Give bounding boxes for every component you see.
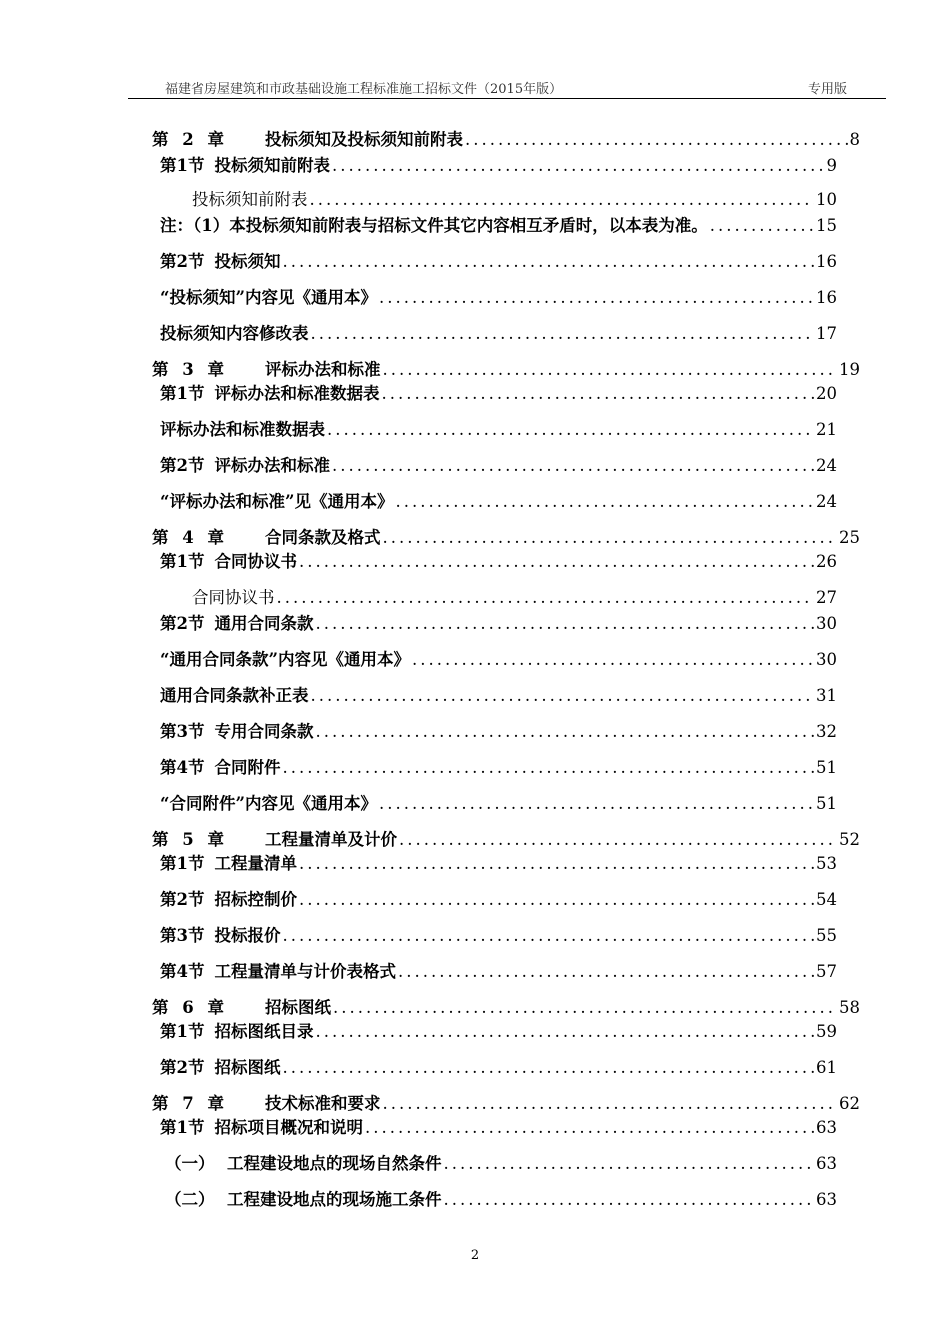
toc-page-number: 27 [816,588,837,607]
toc-page-number: 25 [839,528,860,547]
toc-entry-title [160,718,313,742]
toc-page-number: 59 [816,1022,837,1041]
toc-entry[interactable] [152,356,860,380]
toc-entry-label: 投标报价 [214,926,281,945]
toc-page-number: 26 [816,552,837,571]
toc-entry-label: 工程建设地点的现场自然条件 [227,1154,442,1173]
toc-entry[interactable] [160,958,837,982]
dot-leader [282,1058,814,1077]
dot-leader [310,190,815,209]
toc-page-number: 61 [816,1058,837,1077]
section-number: 第2节 [160,1058,205,1077]
toc-page-number: 57 [816,962,837,981]
toc-page-number: 58 [839,998,860,1017]
toc-entry[interactable] [160,1054,837,1078]
toc-entry-label: 投标须知前附表 [192,190,308,209]
toc-entry-label: “投标须知”内容见《通用本》 [160,288,377,307]
toc-page-number: 30 [816,650,837,669]
toc-entry-title [160,790,377,814]
dot-leader [315,1022,814,1041]
toc-entry[interactable] [160,646,837,670]
toc-entry-label: “合同附件”内容见《通用本》 [160,794,377,813]
dot-leader [444,1190,815,1209]
toc-page-number: 62 [839,1094,860,1113]
chapter-number: 第 7 章 [152,1094,228,1113]
dot-leader [379,288,814,307]
toc-entry-title [152,826,397,850]
toc-entry-label: 招标控制价 [214,890,297,909]
toc-entry-label: 投标须知 [214,252,281,271]
toc-entry-title [160,488,393,512]
toc-entry-title [165,1186,442,1210]
toc-entry-label: 投标须知前附表 [214,156,330,175]
toc-page-number: 9 [826,156,837,175]
toc-page-number: 8 [849,130,860,149]
toc-page-number: 17 [816,324,837,343]
toc-entry-label: 工程建设地点的现场施工条件 [227,1190,442,1209]
section-number: 第1节 [160,1022,205,1041]
toc-entry-title [160,152,330,176]
toc-page-number: 51 [816,794,837,813]
dot-leader [365,1118,814,1137]
toc-page-number: 32 [816,722,837,741]
toc-page-number: 63 [816,1190,837,1209]
toc-entry[interactable] [160,1114,837,1138]
toc-entry-label: 工程量清单 [214,854,297,873]
toc-entry[interactable] [160,488,837,512]
toc-entry-label: 招标图纸 [265,998,331,1017]
edition-label: 专用版 [808,82,848,97]
toc-entry-label: “评标办法和标准”见《通用本》 [160,492,394,511]
toc-entry-label: 招标项目概况和说明 [214,1118,363,1137]
toc-entry-label: 合同协议书 [192,588,275,607]
toc-entry[interactable] [165,1186,837,1210]
toc-entry[interactable] [160,1018,837,1042]
toc-entry-title [192,186,308,210]
toc-page-number: 21 [816,420,837,439]
toc-entry[interactable] [165,1150,837,1174]
dot-leader [398,962,814,981]
chapter-number: 第 6 章 [152,998,228,1017]
toc-entry[interactable] [152,126,860,150]
dot-leader [282,758,814,777]
chapter-number: 第 3 章 [152,360,228,379]
toc-entry[interactable] [152,524,860,548]
document-title: 福建省房屋建筑和市政基础设施工程标准施工招标文件（2015年版） [165,82,563,97]
toc-entry[interactable] [192,186,837,210]
toc-entry[interactable] [160,790,837,814]
toc-entry-label: 工程量清单及计价 [265,830,397,849]
dot-leader [383,528,838,547]
toc-entry[interactable] [160,850,837,874]
toc-entry-title [160,682,309,706]
toc-page-number: 16 [816,288,837,307]
toc-entry[interactable] [152,1090,860,1114]
toc-entry[interactable] [160,380,837,404]
toc-entry-title [160,452,330,476]
toc-entry-label: 合同附件 [214,758,281,777]
dot-leader [710,216,814,235]
toc-entry[interactable] [160,718,837,742]
section-number: 第4节 [160,962,205,981]
section-number: 第1节 [160,384,205,403]
toc-entry-title [160,922,280,946]
toc-entry-title [160,1054,280,1078]
toc-entry[interactable] [160,922,837,946]
toc-entry[interactable] [192,584,837,608]
toc-entry-title [160,754,280,778]
section-number: 第3节 [160,926,205,945]
toc-entry[interactable] [152,994,860,1018]
toc-entry-label: 合同条款及格式 [265,528,381,547]
chapter-number: 第 5 章 [152,830,228,849]
toc-entry-title [160,284,377,308]
toc-page-number: 63 [816,1154,837,1173]
toc-entry-title [192,584,275,608]
toc-entry[interactable] [160,248,837,272]
dot-leader [381,384,814,403]
section-number: 第1节 [160,1118,205,1137]
section-number: 第1节 [160,854,205,873]
toc-entry-title [160,416,325,440]
dot-leader [412,650,814,669]
toc-entry-title [152,126,463,150]
toc-entry-label: 专用合同条款 [214,722,314,741]
toc-entry[interactable] [160,548,837,572]
dot-leader [311,324,815,343]
toc-entry[interactable] [160,152,837,176]
toc-entry-label: “通用合同条款”内容见《通用本》 [160,650,410,669]
toc-entry[interactable] [160,416,837,440]
toc-entry-label: 注：（1）本投标须知前附表与招标文件其它内容相互矛盾时，以本表为准。 [160,216,708,235]
dot-leader [395,492,814,511]
toc-page-number: 16 [816,252,837,271]
dot-leader [311,686,815,705]
toc-entry-title [160,646,410,670]
toc-entry-title [152,356,381,380]
toc-page-number: 52 [839,830,860,849]
toc-entry[interactable] [160,452,837,476]
toc-entry-label: 工程量清单与计价表格式 [214,962,396,981]
toc-page-number: 24 [816,492,837,511]
toc-entry-label: 通用合同条款补正表 [160,686,309,705]
toc-entry-label: 投标须知内容修改表 [160,324,309,343]
dot-leader [282,252,814,271]
toc-entry-label: 招标图纸目录 [214,1022,314,1041]
dot-leader [299,890,814,909]
toc-entry-title [160,248,280,272]
toc-entry-title [160,610,313,634]
toc-entry-label: 投标须知及投标须知前附表 [265,130,463,149]
chapter-number: 第 2 章 [152,130,228,149]
dot-leader [299,552,814,571]
section-number: 第2节 [160,890,205,909]
section-number: （二） [165,1190,215,1209]
toc-page-number: 53 [816,854,837,873]
section-number: 第2节 [160,252,205,271]
section-number: 第2节 [160,456,205,475]
toc-page-number: 15 [816,216,837,235]
toc-entry[interactable] [160,754,837,778]
dot-leader [333,998,837,1017]
toc-page-number: 20 [816,384,837,403]
toc-entry-label: 合同协议书 [214,552,297,571]
toc-page-number: 30 [816,614,837,633]
toc-page-number: 24 [816,456,837,475]
section-number: 第1节 [160,552,205,571]
toc-entry[interactable] [160,320,837,344]
toc-entry-label: 通用合同条款 [214,614,314,633]
dot-leader [399,830,837,849]
toc-entry-label: 评标办法和标准数据表 [214,384,380,403]
toc-page-number: 51 [816,758,837,777]
section-number: 第2节 [160,614,205,633]
toc-entry-label: 评标办法和标准 [265,360,381,379]
toc-entry[interactable] [152,826,860,850]
section-number: （一） [165,1154,215,1173]
dot-leader [383,360,838,379]
toc-entry-title [160,548,297,572]
section-number: 第3节 [160,722,205,741]
toc-entry-title [160,320,309,344]
toc-entry-label: 评标办法和标准 [214,456,330,475]
toc-entry-title [160,850,297,874]
toc-entry-label: 评标办法和标准数据表 [160,420,325,439]
page-number: 2 [470,1248,480,1263]
toc-entry[interactable] [160,682,837,706]
dot-leader [327,420,814,439]
dot-leader [465,130,848,149]
toc-entry[interactable] [160,212,837,236]
toc-entry-label: 技术标准和要求 [265,1094,381,1113]
dot-leader [277,588,815,607]
toc-entry-title [160,1018,313,1042]
section-number: 第1节 [160,156,205,175]
dot-leader [379,794,814,813]
toc-page-number: 63 [816,1118,837,1137]
dot-leader [315,614,814,633]
toc-page-number: 19 [839,360,860,379]
toc-entry-title [160,886,297,910]
toc-entry-title [152,1090,381,1114]
toc-page-number: 55 [816,926,837,945]
toc-entry-title [160,380,379,404]
toc-entry-title [160,958,396,982]
toc-page-number: 10 [816,190,837,209]
toc-entry[interactable] [160,610,837,634]
dot-leader [332,456,814,475]
toc-entry-title [152,524,381,548]
dot-leader [383,1094,838,1113]
dot-leader [444,1154,815,1173]
dot-leader [315,722,814,741]
dot-leader [332,156,825,175]
toc-entry-title [160,212,708,236]
chapter-number: 第 4 章 [152,528,228,547]
toc-entry-label: 招标图纸 [214,1058,281,1077]
toc-entry-title [160,1114,363,1138]
dot-leader [299,854,814,873]
toc-entry-title [152,994,331,1018]
toc-entry-title [165,1150,442,1174]
toc-entry[interactable] [160,886,837,910]
toc-page-number: 31 [816,686,837,705]
dot-leader [282,926,814,945]
toc-entry[interactable] [160,284,837,308]
toc-page-number: 54 [816,890,837,909]
section-number: 第4节 [160,758,205,777]
